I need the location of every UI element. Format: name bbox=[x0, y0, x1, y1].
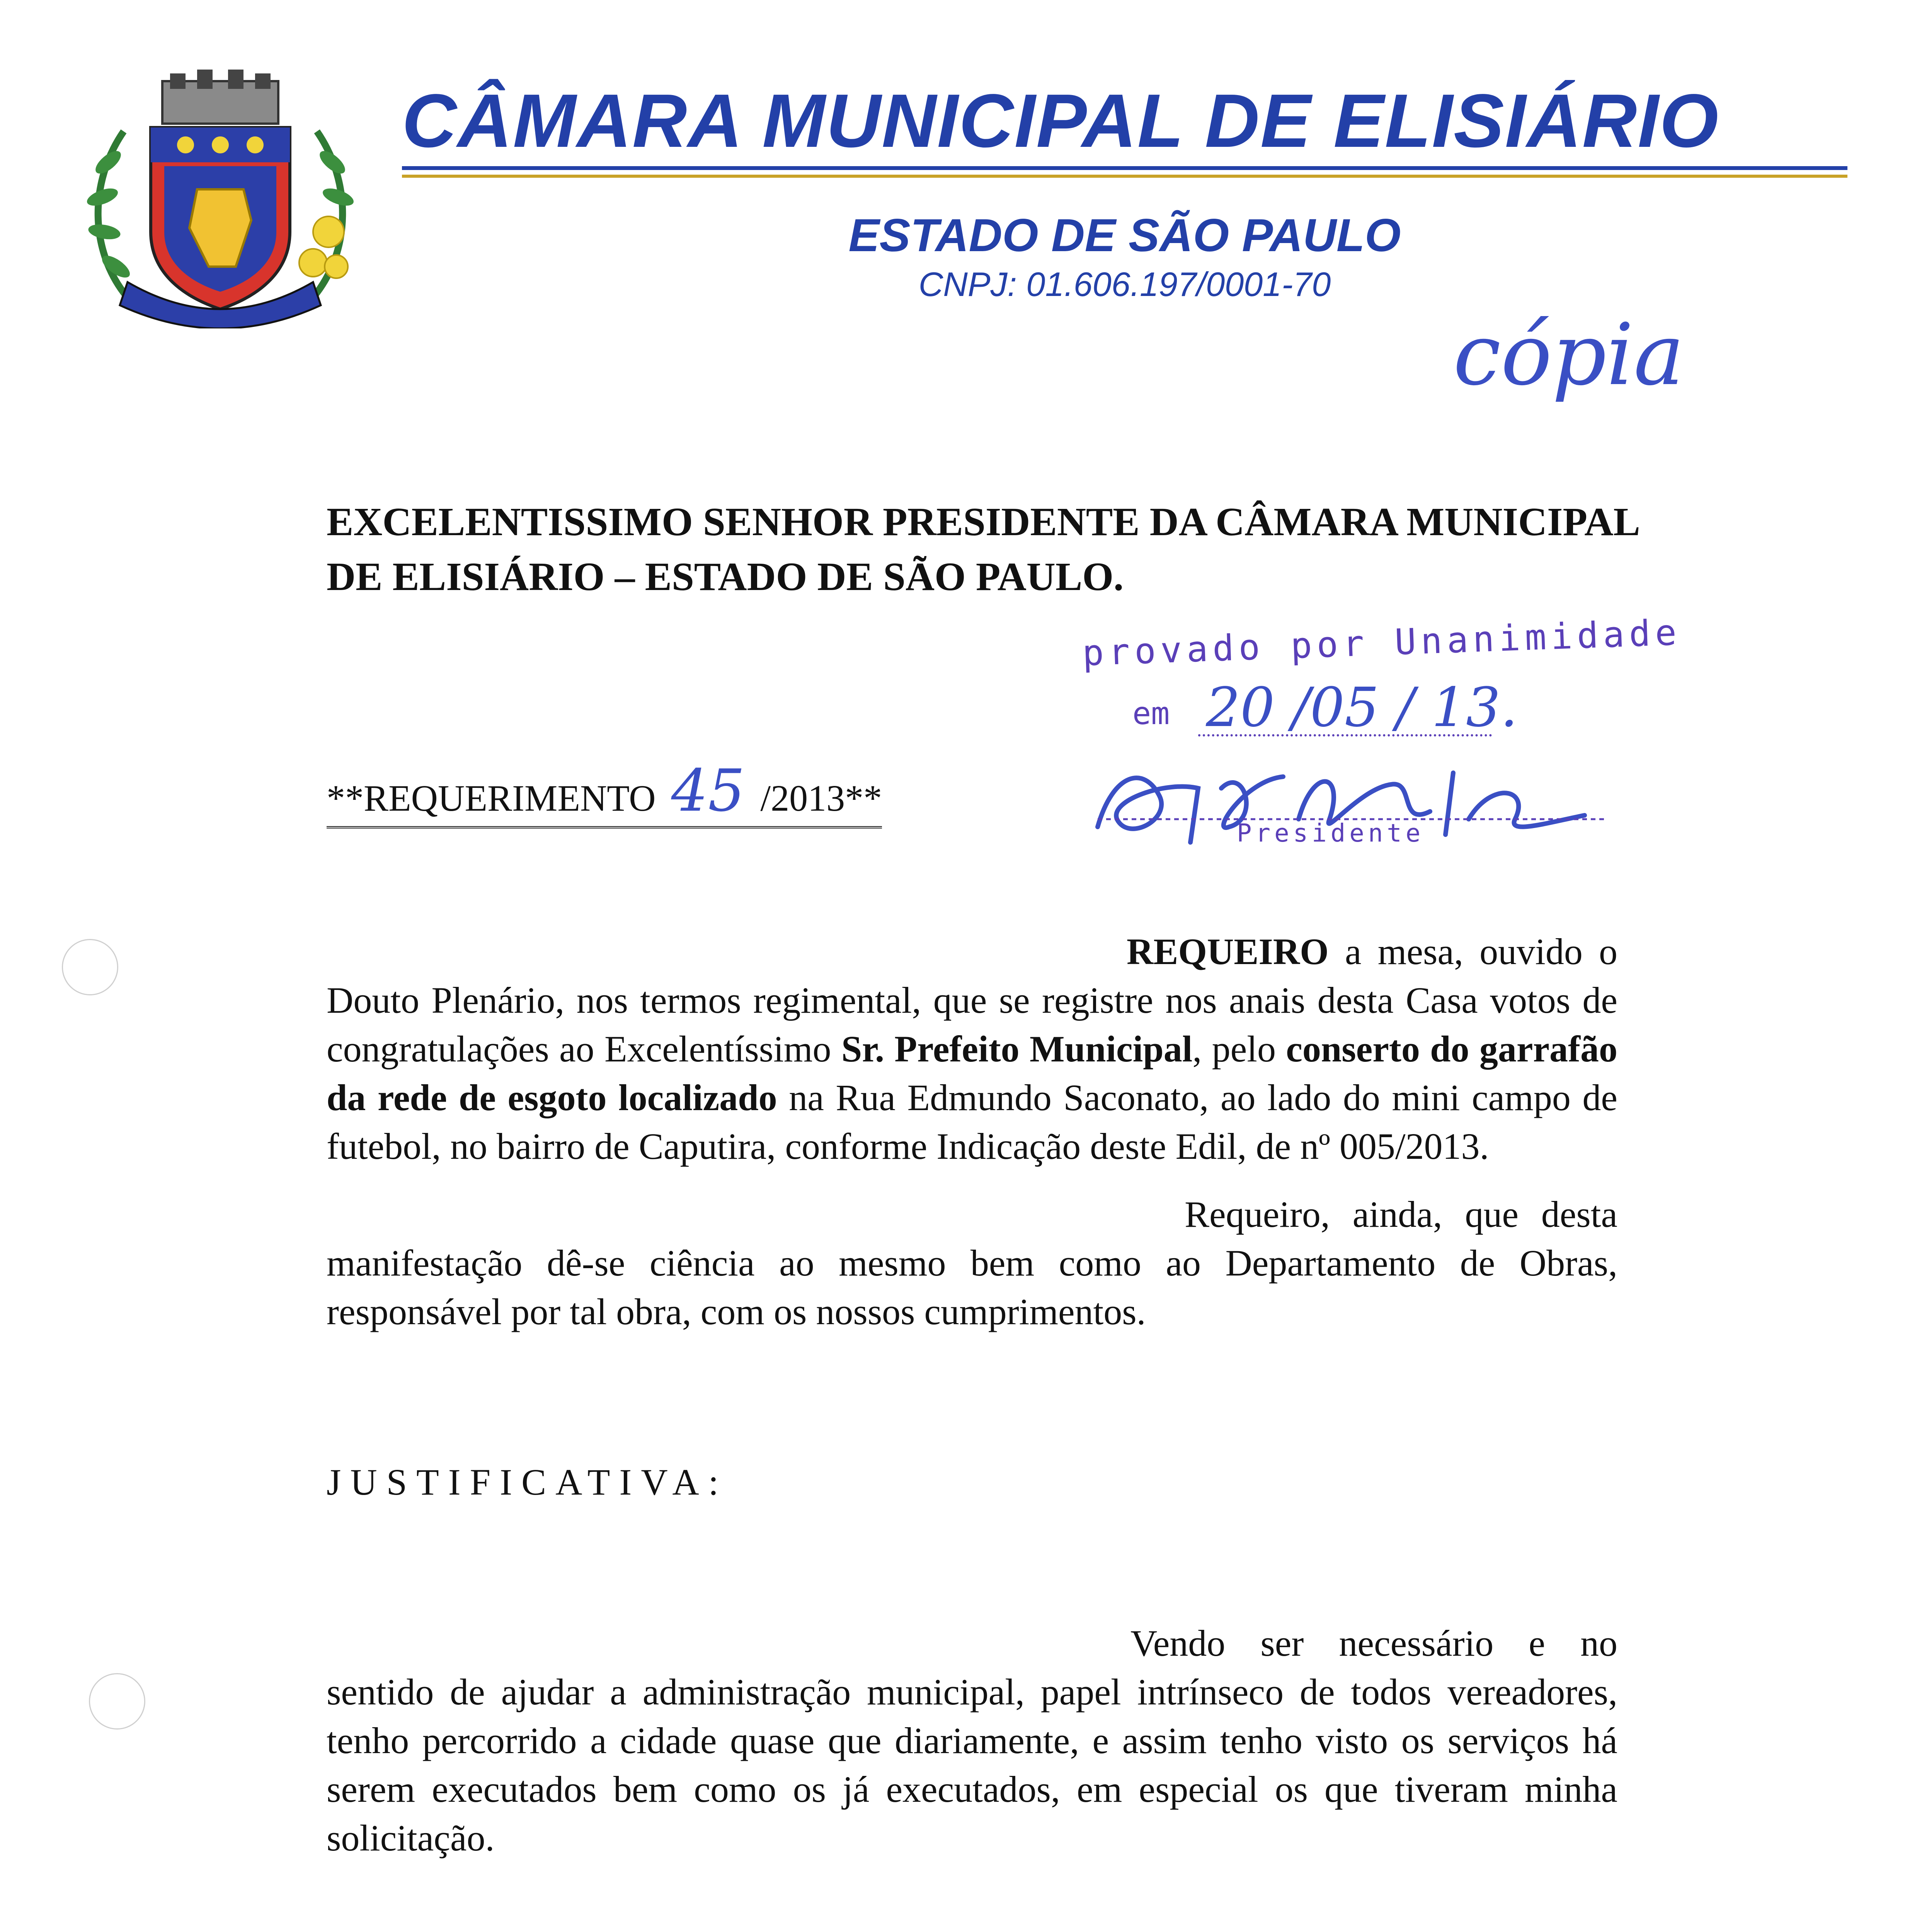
justificativa-heading: JUSTIFICATIVA: bbox=[327, 1461, 728, 1503]
title-underline-blue bbox=[402, 166, 1847, 170]
science-paragraph bbox=[327, 1190, 1617, 1336]
request-text-c: , pelo bbox=[1192, 1028, 1286, 1070]
addressee-heading: EXCELENTISSIMO SENHOR PRESIDENTE DA CÂMARA MUNICIPAL DE ELISIÁRIO – ESTADO DE SÃO PAULO. bbox=[327, 500, 1638, 599]
mayor-bold: Sr. Prefeito Municipal bbox=[841, 1028, 1193, 1070]
request-paragraph bbox=[327, 927, 1617, 1171]
title-underline-gold bbox=[402, 175, 1847, 178]
approval-stamp bbox=[1081, 611, 1682, 881]
copia-handwritten-note: cópia bbox=[1453, 305, 1685, 404]
request-text-e: na Rua Edmundo Saconato, ao lado do mini campo de futebol, no bairro de Caputira, conforme Indicação deste Edil, de nº 005/2013. bbox=[327, 1077, 1618, 1167]
requerimento-number-handwritten: 45 bbox=[671, 757, 745, 825]
requeiro-bold: REQUEIRO bbox=[1127, 931, 1329, 972]
requerimento-number-line bbox=[327, 757, 882, 828]
chamber-title: CÂMARA MUNICIPAL DE ELISIÁRIO bbox=[402, 78, 1720, 163]
repair-bold: conserto do garrafão da rede de esgoto localizado bbox=[327, 1028, 1618, 1118]
request-text-a: a mesa, ouvido o Douto Plenário, nos termos regimental, que se registre nos anais desta Casa votos de congratulações ao Excelentíssimo bbox=[327, 931, 1617, 1070]
stamp-date-dotted-line bbox=[1198, 734, 1492, 736]
binder-hole bbox=[62, 939, 118, 995]
stamp-president-label: Presidente bbox=[1237, 819, 1425, 848]
state-subtitle: ESTADO DE SÃO PAULO bbox=[848, 209, 1401, 261]
justification-paragraph bbox=[327, 1619, 1617, 1862]
justification-text: Vendo ser necessário e no sentido de ajudar a administração municipal, papel intrínseco de todos vereadores, tenho percorrido a cidade quase que diariamente, e assim tenho visto os serviços há serem executados bem como os já executados, em especial os que tiveram minha solicitação. bbox=[327, 1622, 1617, 1859]
stamp-date-handwritten: 20 /05 / 13. bbox=[1206, 676, 1518, 739]
science-text: Requeiro, ainda, que desta manifestação dê-se ciência ao mesmo bem como ao Departamento de Obras, responsável por tal obra, com os nossos cumprimentos. bbox=[327, 1194, 1617, 1332]
stamp-approval-text: provado por Unanimidade bbox=[1081, 611, 1682, 674]
cnpj-line: CNPJ: 01.606.197/0001-70 bbox=[918, 265, 1331, 303]
municipal-crest-logo bbox=[81, 66, 359, 328]
requerimento-prefix: **REQUERIMENTO bbox=[327, 777, 656, 819]
binder-hole bbox=[89, 1673, 145, 1730]
stamp-em-label: em bbox=[1132, 696, 1170, 731]
requerimento-suffix: /2013** bbox=[760, 777, 882, 819]
